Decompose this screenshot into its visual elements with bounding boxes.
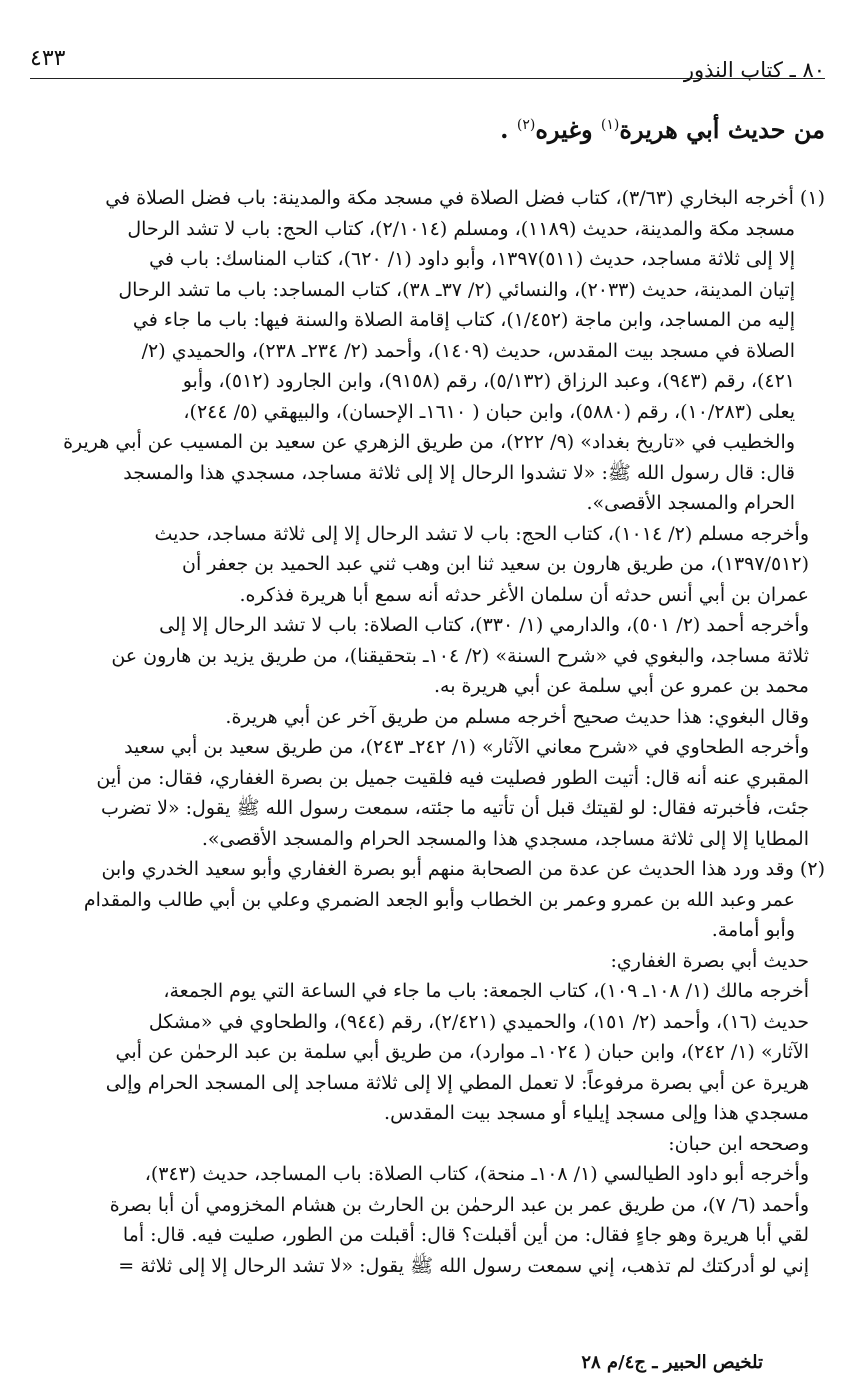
footnote-line: وصححه ابن حبان:: [668, 1132, 809, 1155]
footnote-line: الحرام والمسجد الأقصى».: [586, 492, 795, 514]
footnote-line: وأبو أمامة.: [711, 919, 795, 941]
footnote-line: لقي أبا هريرة وهو جاءٍ فقال: من أين أقبلت؟ قال: أقبلت من الطور، صليت فيه. قال: أما: [122, 1224, 809, 1246]
footnote-line: هريرة عن أبي بصرة مرفوعاً: لا تعمل المطي إلا إلى ثلاثة مساجد إلى المسجد الحرام وإلى: [105, 1071, 809, 1094]
footer-signature: تلخيص الحبير ـ ج٤/م ٢٨: [581, 1352, 763, 1373]
footnote-line: وأخرجه أحمد (٢/ ٥٠١)، والدارمي (١/ ٣٣٠)، كتاب الصلاة: باب لا تشد الرحال إلا إلى: [159, 614, 809, 636]
footnote-line: مسجد مكة والمدينة، حديث (١١٨٩)، ومسلم (٢/١٠١٤)، كتاب الحج: باب لا تشد الرحال: [127, 217, 795, 240]
footnote-line: إتيان المدينة، حديث (٢٠٣٣)، والنسائي (٢/ ٣٧ـ ٣٨)، كتاب المساجد: باب ما تشد الرحال: [118, 278, 795, 301]
footnote-line: وقال البغوي: هذا حديث صحيح أخرجه مسلم من طريق آخر عن أبي هريرة.: [225, 705, 809, 728]
footnote-line: عمران بن أبي أنس حدثه أن سلمان الأغر حدثه أنه سمع أبا هريرة فذكره.: [239, 583, 809, 606]
footnote-line: محمد بن عمرو عن أبي سلمة عن أبي هريرة به.: [433, 675, 809, 697]
footnotes-section: [33, 183, 825, 1281]
footnote-line: وأخرجه الطحاوي في «شرح معاني الآثار» (١/ ٢٤٢ـ ٢٤٣)، من طريق سعيد بن أبي سعيد: [124, 736, 809, 758]
footnote-line: (١٣٩٧/٥١٢)، من طريق هارون بن سعيد ثنا ابن وهب ثني عبد الحميد بن جعفر أن: [181, 553, 809, 575]
footnote-line: يعلى (١٠/٢٨٣)، رقم (٥٨٨٠)، وابن حبان ( ١٦١٠ـ الإحسان)، والبيهقي (٥/ ٢٤٤)،: [183, 400, 795, 423]
chapter-title: ٨٠ ـ كتاب النذور: [683, 58, 825, 82]
footnote-line: المطايا إلا إلى ثلاثة مساجد، مسجدي هذا والمسجد الحرام والمسجد الأقصى».: [201, 827, 809, 850]
footnote-line: الآثار» (١/ ٢٤٢)، وابن حبان ( ١٠٢٤ـ موارد)، من طريق أبي سلمة بن عبد الرحمٰن عن أبي: [115, 1041, 809, 1063]
footnote-line: (١) أخرجه البخاري (٣/٦٣)، كتاب فضل الصلاة في مسجد مكة والمدينة: باب فضل الصلاة في: [105, 187, 825, 209]
header-rule: [30, 78, 825, 79]
footnote-line: حديث (١٦)، وأحمد (٢/ ١٥١)، والحميدي (٢/٤٢١)، رقم (٩٤٤)، والطحاوي في «مشكل: [148, 1010, 809, 1033]
footnote-line: مسجدي هذا وإلى مسجد إيلياء أو مسجد بيت المقدس.: [384, 1102, 809, 1124]
footnote-line: المقبري عنه أنه قال: أتيت الطور فصليت فيه فلقيت جميل بن بصرة الغفاري، فقال: من أين: [96, 766, 809, 789]
footnote-line: وأخرجه مسلم (٢/ ١٠١٤)، كتاب الحج: باب لا تشد الرحال إلا إلى ثلاثة مساجد، حديث: [154, 522, 809, 545]
footnote-line: الصلاة في مسجد بيت المقدس، حديث (١٤٠٩)، وأحمد (٢/ ٢٣٤ـ ٢٣٨)، والحميدي (٢/: [141, 339, 795, 362]
footnote-line: عمر وعبد الله بن عمرو وعمر بن الخطاب وأبو الجعد الضمري وعلي بن أبي طالب والمقدام: [83, 888, 795, 911]
main-text-after: .: [500, 115, 517, 144]
footnote-line: إني لو أدركتك لم تذهب، إني سمعت رسول الله ﷺ يقول: «لا تشد الرحال إلا إلى ثلاثة =: [118, 1254, 809, 1277]
footnote-line: قال: قال رسول الله ﷺ: «لا تشدوا الرحال إلا إلى ثلاثة مساجد، مسجدي هذا والمسجد: [123, 461, 795, 484]
main-text-before: من حديث أبي هريرة: [619, 115, 825, 144]
main-text-middle: وغيره: [535, 115, 601, 144]
footnote-line: وأخرجه أبو داود الطيالسي (١/ ١٠٨ـ منحة)، كتاب الصلاة: باب المساجد، حديث (٣٤٣)،: [144, 1163, 809, 1185]
footnote-line: وأحمد (٦/ ٧)، من طريق عمر بن عبد الرحمٰن بن الحارث بن هشام المخزومي أن أبا بصرة: [109, 1193, 809, 1216]
main-text: [35, 104, 825, 151]
footnote-line: والخطيب في «تاريخ بغداد» (٩/ ٢٢٢)، من طريق الزهري عن سعيد بن المسيب عن أبي هريرة: [63, 431, 795, 453]
footnote-line: أخرجه مالك (١/ ١٠٨ـ ١٠٩)، كتاب الجمعة: باب ما جاء في الساعة التي يوم الجمعة،: [163, 980, 809, 1002]
footnote-line: ٤٢١)، رقم (٩٤٣)، وعبد الرزاق (٥/١٣٢)، رقم (٩١٥٨)، وابن الجارود (٥١٢)، وأبو: [182, 370, 795, 392]
page-header: [30, 44, 825, 84]
footnote-ref-2[interactable]: (٢): [516, 117, 536, 133]
footnote-line: إليه من المساجد، وابن ماجة (١/٤٥٢)، كتاب إقامة الصلاة والسنة فيها: باب ما جاء في: [132, 309, 795, 331]
footnote-line: إلا إلى ثلاثة مساجد، حديث (٥١١)١٣٩٧، وأبو داود (١/ ٦٢٠)، كتاب المناسك: باب في: [149, 248, 795, 270]
footnote-line: (٢) وقد ورد هذا الحديث عن عدة من الصحابة منهم أبو بصرة الغفاري وأبو سعيد الخدري وابن: [101, 858, 825, 880]
footnote-line: جئت، فأخبرته فقال: لو لقيتك قبل أن تأتيه ما جئته، سمعت رسول الله ﷺ يقول: «لا تضرب: [100, 797, 809, 819]
footnote-ref-1[interactable]: (١): [600, 117, 620, 133]
footnote-line: ثلاثة مساجد، والبغوي في «شرح السنة» (٢/ ١٠٤ـ بتحقيقنا)، من طريق يزيد بن هارون عن: [111, 644, 809, 667]
page-number: ٤٣٣: [30, 46, 66, 71]
footnote-line: حديث أبي بصرة الغفاري:: [610, 949, 809, 972]
